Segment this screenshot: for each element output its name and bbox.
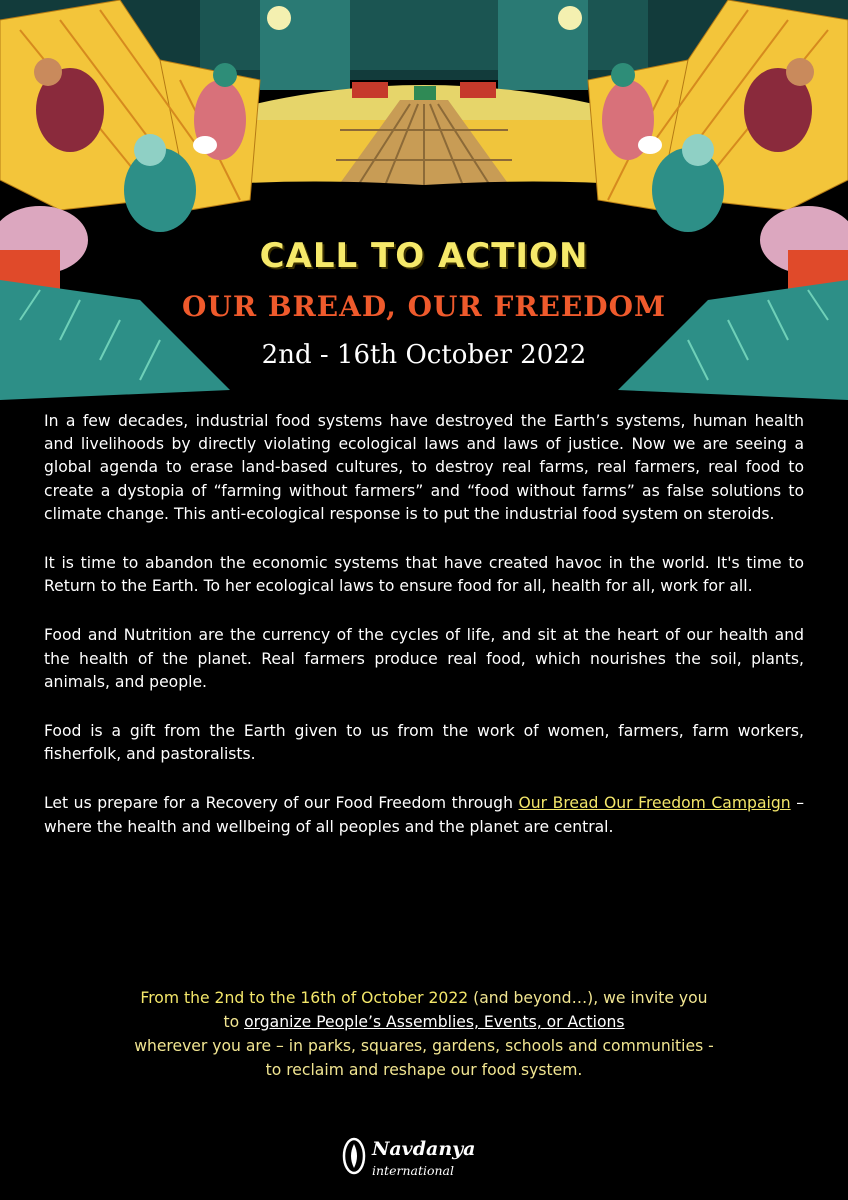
invite-line-4: to reclaim and reshape our food system.: [265, 1061, 583, 1079]
paragraph-industrial-food: In a few decades, industrial food systems have destroyed the Earth’s systems, human health and livelihoods by directly violating ecological laws and laws of justice. Now we are seeing a global agenda to erase land-based cultures, to destroy real farms, real farmers, real food to create a dystopia of “farming without farmers” and “food without farms” as false solutions to climate change. This anti-ecological response is to put the industrial food system on steroids.: [44, 412, 804, 523]
paragraph-recovery-text-end: – where the health and wellbeing of all peoples and the planet are central.: [44, 794, 804, 836]
invite-lead: From the 2nd to the 16th of October 2022: [140, 989, 469, 1007]
seed-logo-icon: [342, 1136, 366, 1176]
navdanya-logo: [342, 1132, 512, 1184]
invite-line-3: wherever you are – in parks, squares, gardens, schools and communities -: [134, 1037, 714, 1055]
campaign-link[interactable]: Our Bread Our Freedom Campaign: [518, 794, 791, 813]
paragraph-return-to-earth: It is time to abandon the economic systems that have created havoc in the world. It's time to Return to the Earth. To her ecological laws to ensure food for all, health for all, work for all.: [44, 554, 804, 596]
invite-lead-after: (and beyond…), we invite you: [468, 989, 708, 1007]
paragraph-food-nutrition: Food and Nutrition are the currency of the cycles of life, and sit at the heart of our health and the health of the planet. Real farmers produce real food, which nourishes the soil, plants, animals, and people.: [44, 626, 804, 691]
invite-to: to: [223, 1013, 245, 1031]
call-to-action-title: CALL TO ACTION: [259, 236, 589, 276]
invite-line-1: [30, 986, 818, 1010]
logo-name: Navdanya: [372, 1138, 476, 1160]
body-text: [44, 410, 804, 865]
date-range: 2nd - 16th October 2022: [261, 340, 587, 370]
logo-subtitle: international: [372, 1163, 454, 1178]
paragraph-recovery: [44, 792, 804, 838]
organize-link[interactable]: organize People’s Assemblies, Events, or Actions: [244, 1013, 625, 1031]
paragraph-food-gift: Food is a gift from the Earth given to us from the work of women, farmers, farm workers, fisherfolk, and pastoralists.: [44, 722, 804, 764]
campaign-title: OUR BREAD, OUR FREEDOM: [182, 290, 666, 323]
invitation-block: [30, 986, 818, 1082]
paragraph-recovery-text: Let us prepare for a Recovery of our Food Freedom through: [44, 794, 519, 813]
invite-line-2: [30, 1010, 818, 1034]
